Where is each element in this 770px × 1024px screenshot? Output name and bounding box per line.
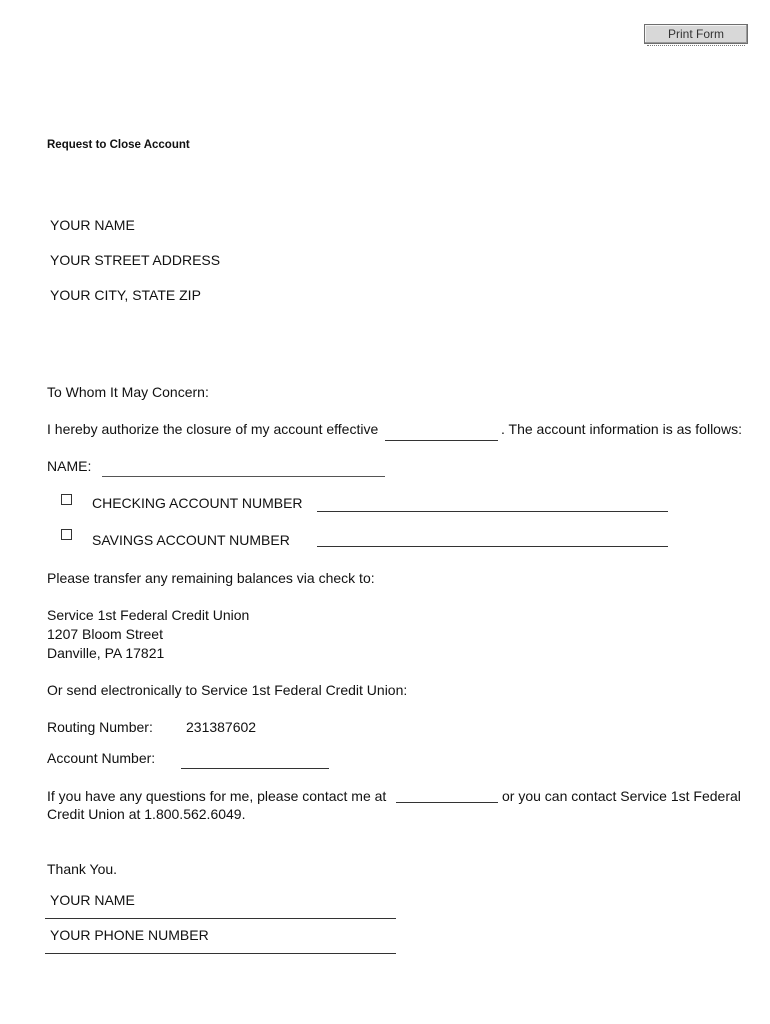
signature-phone-field[interactable]: YOUR PHONE NUMBER [50,927,209,943]
sender-city-field[interactable]: YOUR CITY, STATE ZIP [50,287,201,303]
contact-field[interactable] [396,802,498,803]
checking-checkbox[interactable] [61,494,72,505]
account-number-field[interactable] [181,768,329,769]
routing-value: 231387602 [186,719,257,735]
print-form-button[interactable]: Print Form [644,24,748,44]
sender-name-field[interactable]: YOUR NAME [50,217,135,233]
electronic-text: Or send electronically to Service 1st Federal Credit Union: [47,682,408,698]
address-line-3: Danville, PA 17821 [47,645,165,661]
address-line-1: Service 1st Federal Credit Union [47,607,250,623]
authorize-text-end: . The account information is as follows: [501,421,742,437]
authorize-text: I hereby authorize the closure of my account effective [47,421,379,437]
routing-label: Routing Number: [47,719,153,735]
sender-street-field[interactable]: YOUR STREET ADDRESS [50,252,221,268]
signature-name-field[interactable]: YOUR NAME [50,892,135,908]
name-field[interactable] [102,476,385,477]
transfer-text: Please transfer any remaining balances via check to: [47,570,375,586]
contact-text: If you have any questions for me, please contact me at [47,788,387,804]
checking-label: CHECKING ACCOUNT NUMBER [92,495,303,511]
savings-account-field[interactable] [317,546,668,547]
contact-text-end: or you can contact Service 1st Federal [502,788,741,804]
effective-date-field[interactable] [385,440,498,441]
thank-you: Thank You. [47,861,118,877]
account-number-label: Account Number: [47,750,156,766]
savings-checkbox[interactable] [61,529,72,540]
checking-account-field[interactable] [317,511,668,512]
contact-text-line-2: Credit Union at 1.800.562.6049. [47,806,246,822]
page-title: Request to Close Account [47,139,190,151]
signature-name-line [45,918,396,919]
savings-label: SAVINGS ACCOUNT NUMBER [92,532,290,548]
address-line-2: 1207 Bloom Street [47,626,163,642]
signature-phone-line [45,953,396,954]
salutation: To Whom It May Concern: [47,384,209,400]
name-label: NAME: [47,458,92,474]
